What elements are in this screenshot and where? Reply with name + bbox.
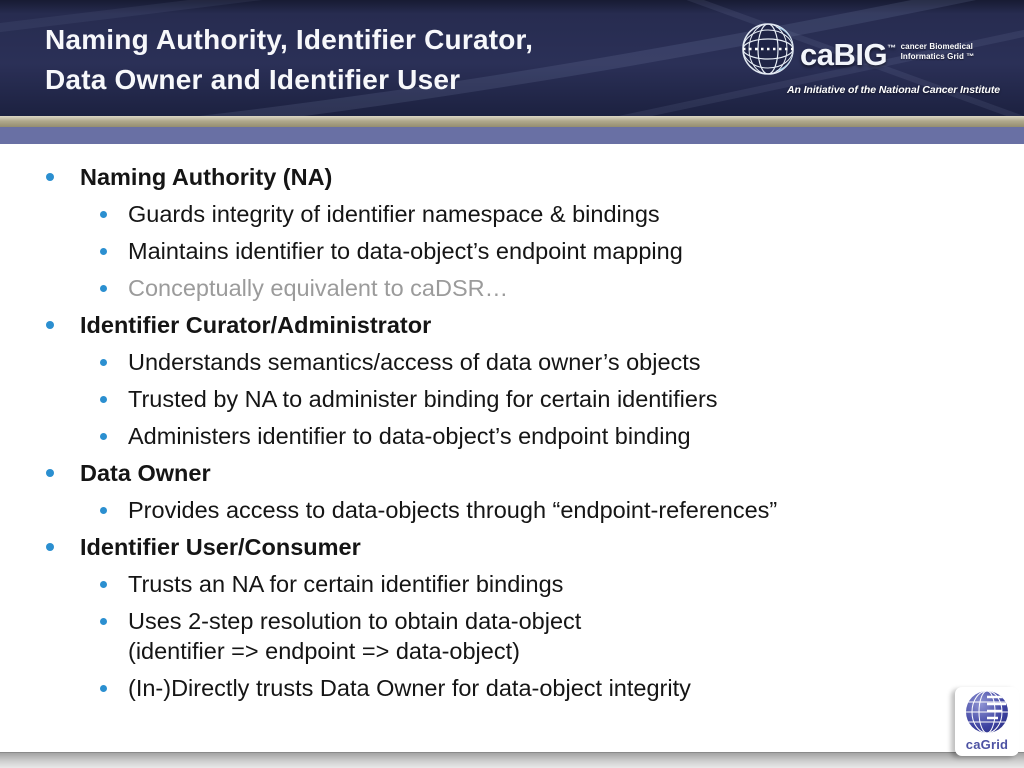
cabig-logo-row: [741, 22, 1000, 81]
cabig-logo: [741, 22, 1000, 96]
list-item-text: Guards integrity of identifier namespace & bindings: [128, 201, 660, 227]
cagrid-logo: [955, 687, 1019, 756]
cabig-globe-icon: [741, 22, 795, 81]
list-item-text: Conceptually equivalent to caDSR…: [128, 275, 509, 301]
list-item-text: Maintains identifier to data-object’s endpoint mapping: [128, 238, 683, 264]
bullet-icon: [100, 285, 107, 292]
cabig-trademark: ™: [887, 43, 896, 53]
list-item: [0, 421, 1024, 451]
bullet-icon: [100, 433, 107, 440]
list-item: [0, 347, 1024, 377]
list-item: [0, 673, 1024, 703]
list-item-text: Administers identifier to data-object’s endpoint binding: [128, 423, 691, 449]
bottom-edge-strip: [0, 752, 1024, 768]
bullet-icon: [100, 685, 107, 692]
bullet-icon: [100, 211, 107, 218]
list-item: [0, 458, 1024, 488]
list-item-text: Data Owner: [80, 460, 211, 486]
slide-body: [0, 144, 1024, 710]
cabig-descriptor-line2: Informatics Grid ™: [900, 51, 975, 61]
cabig-tagline: An Initiative of the National Cancer Institute: [786, 84, 1000, 96]
list-item-text: Trusted by NA to administer binding for certain identifiers: [128, 386, 718, 412]
list-item: [0, 495, 1024, 525]
list-item: [0, 236, 1024, 266]
accent-band-purple: [0, 127, 1024, 144]
bullet-icon: [100, 396, 107, 403]
slide-title-line2: Data Owner and Identifier User: [45, 64, 461, 95]
list-item: [0, 569, 1024, 599]
slide-header: [0, 0, 1024, 116]
list-item-text: Uses 2-step resolution to obtain data-object (identifier => endpoint => data-object): [128, 608, 582, 664]
slide-title: [45, 20, 533, 100]
list-item-text: Naming Authority (NA): [80, 164, 333, 190]
bullet-icon: [100, 618, 107, 625]
accent-band-tan: [0, 116, 1024, 127]
list-item: [0, 384, 1024, 414]
list-item: [0, 162, 1024, 192]
slide-title-line1: Naming Authority, Identifier Curator,: [45, 24, 534, 55]
cagrid-label: caGrid: [965, 737, 1009, 752]
list-item: [0, 199, 1024, 229]
bullet-icon: [100, 248, 107, 255]
list-item: [0, 606, 1024, 666]
cabig-wordmark: caBIG™: [799, 37, 896, 72]
bullet-icon: [100, 359, 107, 366]
list-item-text: Identifier User/Consumer: [80, 534, 361, 560]
bullet-icon: [46, 543, 54, 551]
cabig-descriptor-line1: cancer Biomedical: [900, 41, 973, 51]
cabig-descriptor: [901, 42, 975, 62]
list-item-text: Understands semantics/access of data owner’s objects: [128, 349, 701, 375]
bullet-icon: [46, 173, 54, 181]
list-item: [0, 273, 1024, 303]
list-item: [0, 310, 1024, 340]
list-item: [0, 532, 1024, 562]
bullet-icon: [46, 469, 54, 477]
list-item-text: Identifier Curator/Administrator: [80, 312, 432, 338]
bullet-list: [0, 162, 1024, 703]
list-item-text: (In-)Directly trusts Data Owner for data-object integrity: [128, 675, 691, 701]
bullet-icon: [100, 581, 107, 588]
bullet-icon: [46, 321, 54, 329]
list-item-text: Trusts an NA for certain identifier bindings: [128, 571, 564, 597]
bullet-icon: [100, 507, 107, 514]
list-item-text: Provides access to data-objects through “endpoint-references”: [128, 497, 778, 523]
